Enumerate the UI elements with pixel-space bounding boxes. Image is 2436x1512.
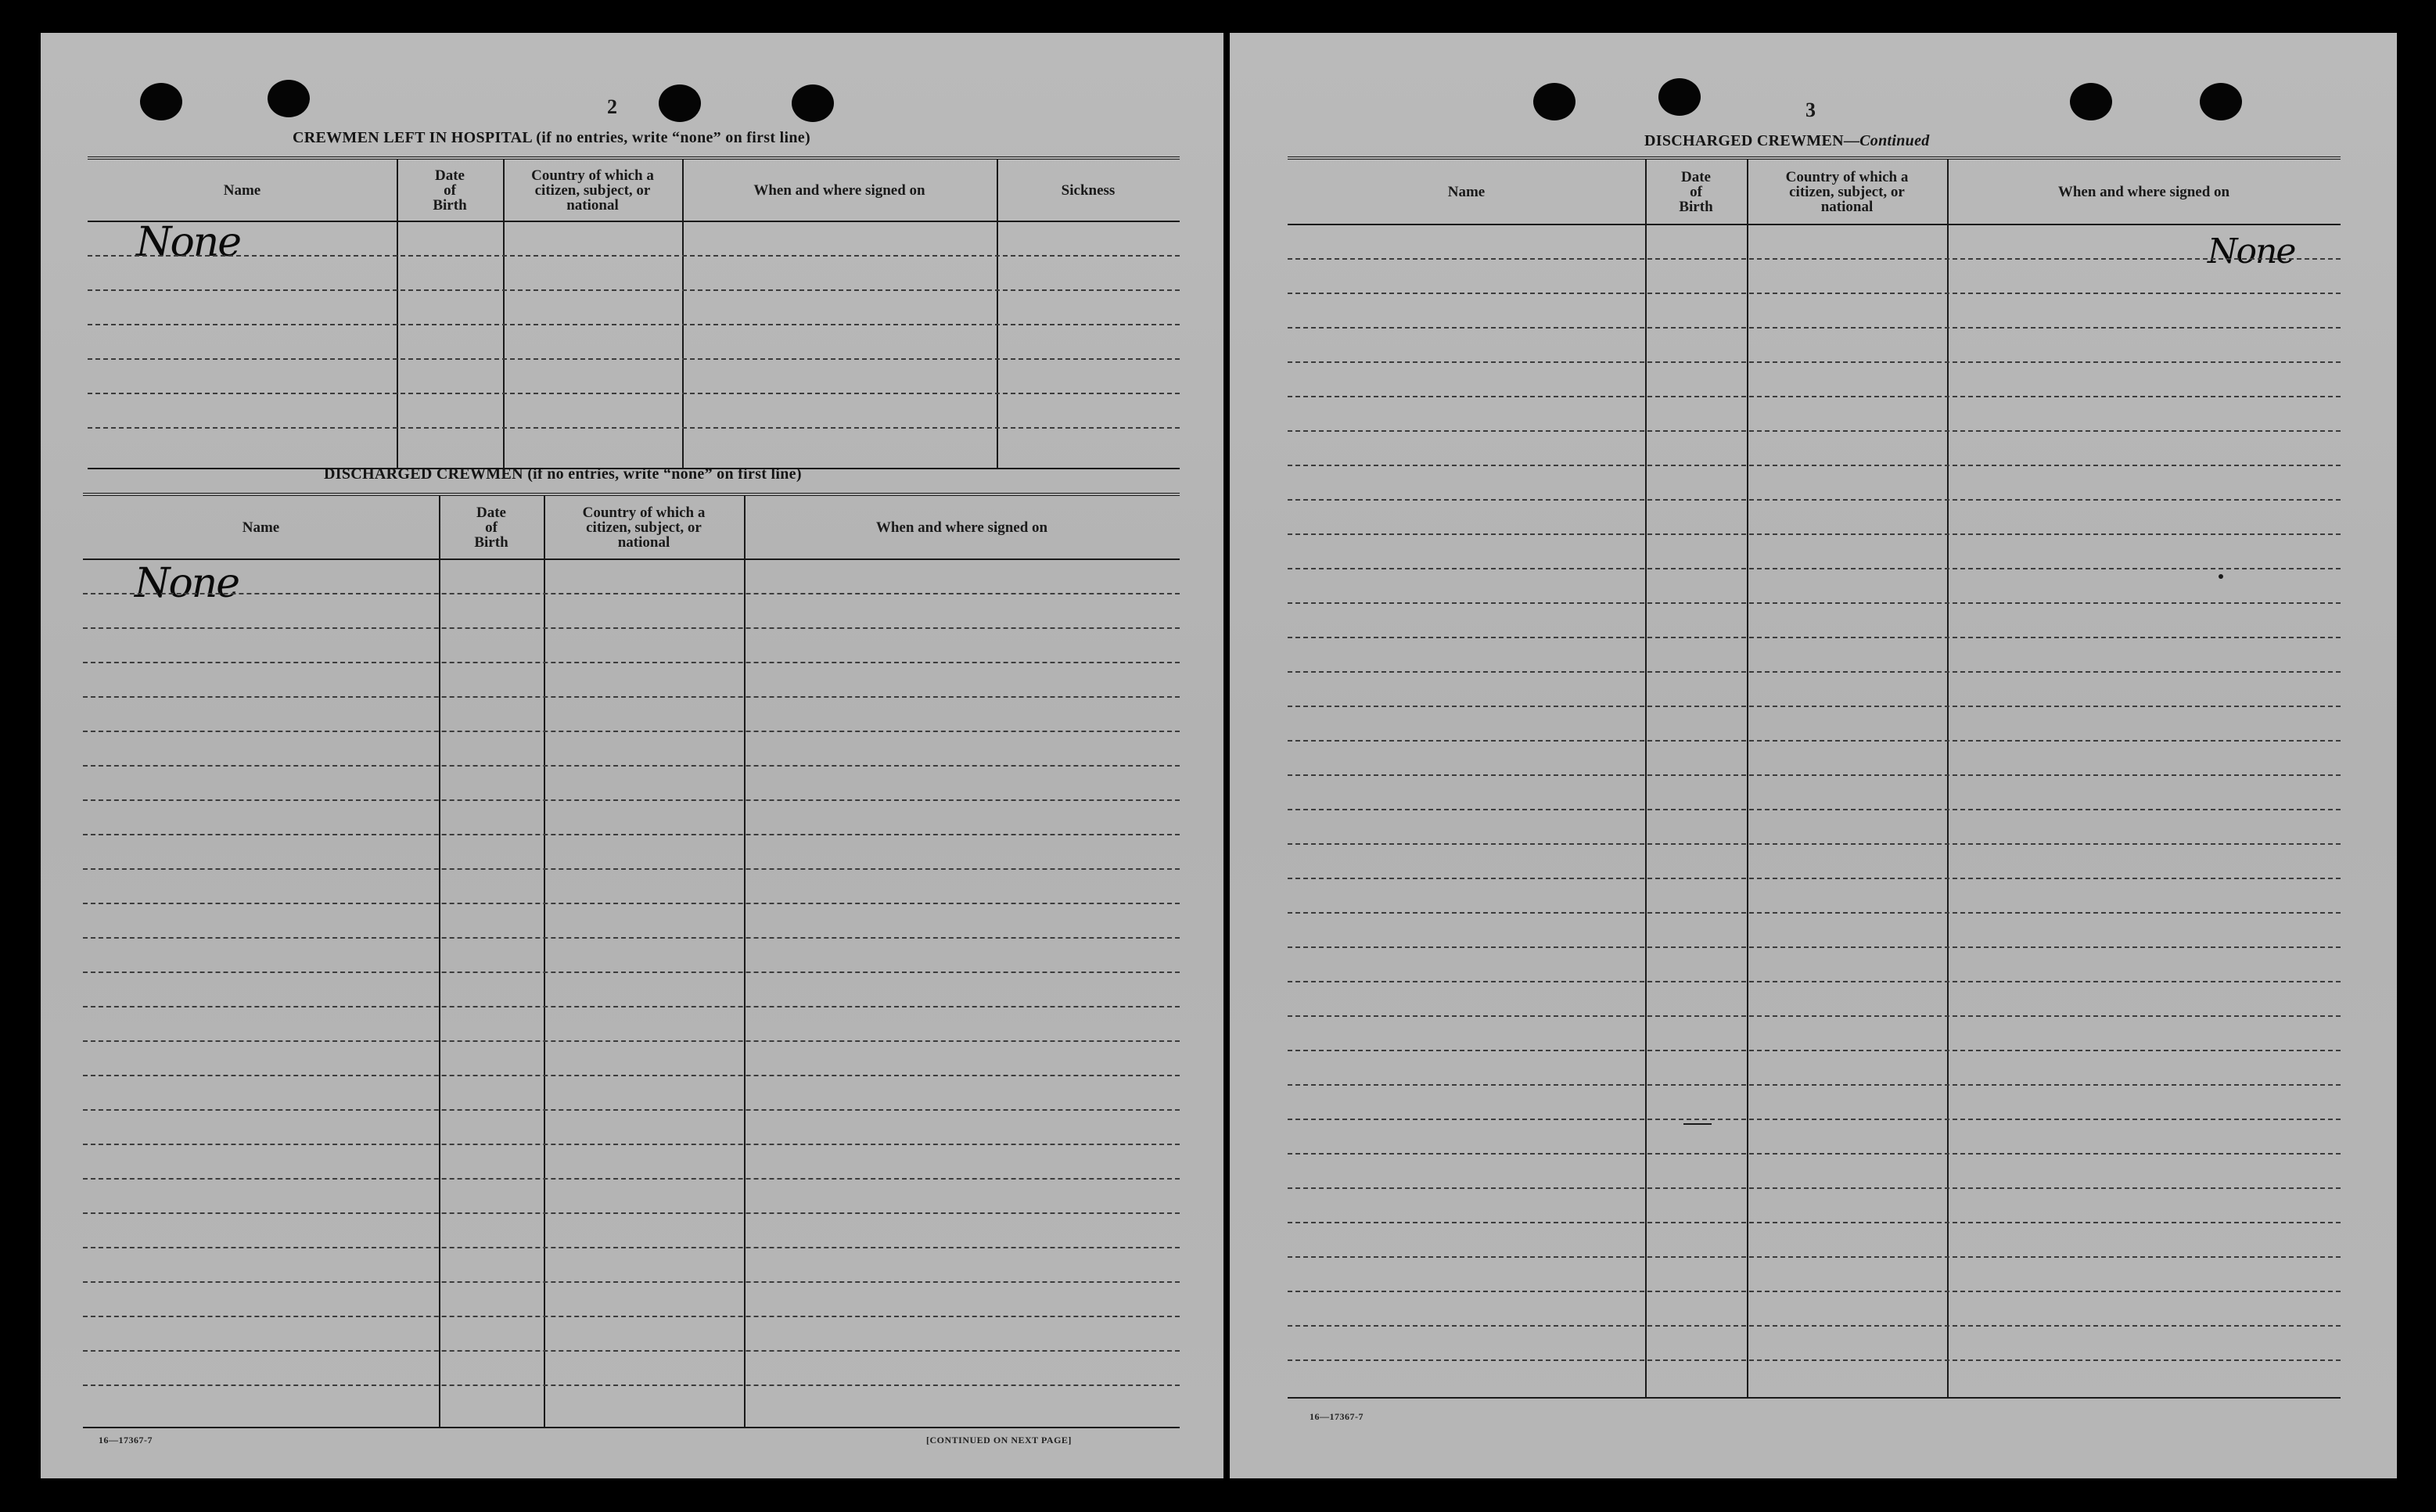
table-row — [1288, 843, 2341, 845]
table-row — [1288, 1015, 2341, 1017]
punch-hole — [2200, 83, 2242, 120]
table-row — [1288, 706, 2341, 707]
table-row — [88, 289, 1180, 291]
table-row — [83, 1281, 1180, 1283]
table-row — [83, 593, 1180, 594]
table-row — [83, 1385, 1180, 1386]
table-row — [83, 1350, 1180, 1352]
column-header-signed-on: When and where signed on — [875, 519, 1048, 536]
column-header-signed-on: When and where signed on — [2057, 183, 2230, 200]
table-row — [1288, 774, 2341, 776]
ink-dot — [2219, 574, 2223, 579]
discharged-table — [83, 493, 1180, 1428]
column-divider — [744, 496, 746, 1427]
column-header-date-of-birth: Date of Birth — [474, 504, 508, 551]
table-row — [1288, 912, 2341, 914]
column-header-date-of-birth: Date of Birth — [433, 167, 467, 214]
table-row — [83, 1144, 1180, 1145]
table-row — [1288, 671, 2341, 673]
punch-hole — [140, 83, 182, 120]
table-row — [83, 799, 1180, 801]
column-divider — [1947, 160, 1949, 1397]
table-row — [1288, 981, 2341, 982]
table-row — [1288, 946, 2341, 948]
table-row — [88, 393, 1180, 394]
table-row — [83, 696, 1180, 698]
table-row — [1288, 396, 2341, 397]
table-row — [1288, 533, 2341, 535]
table-row — [88, 427, 1180, 429]
table-row — [1288, 1256, 2341, 1258]
table-row — [1288, 809, 2341, 810]
discharged-continued-title: DISCHARGED CREWMEN—Continued — [1644, 132, 1930, 149]
form-number: 16—17367-7 — [1310, 1411, 1364, 1422]
discharged-continued-table-header — [1288, 160, 2341, 225]
column-header-country: Country of which a citizen, subject, or national — [531, 167, 654, 214]
table-row — [83, 1212, 1180, 1214]
column-divider — [997, 160, 998, 468]
column-divider — [1747, 160, 1748, 1397]
table-row — [1288, 740, 2341, 742]
ink-dash — [1683, 1123, 1712, 1125]
table-row — [1288, 1291, 2341, 1292]
table-row — [83, 1316, 1180, 1317]
table-row — [83, 731, 1180, 732]
handwritten-entry: None — [135, 560, 239, 607]
table-row — [1288, 878, 2341, 879]
table-row — [83, 1040, 1180, 1042]
table-row — [1288, 1119, 2341, 1120]
table-row — [1288, 499, 2341, 501]
punch-hole — [659, 84, 701, 122]
punch-hole — [1533, 83, 1575, 120]
page-number: 3 — [1805, 99, 1816, 121]
discharged-table-header — [83, 496, 1180, 560]
discharged-continued-table — [1288, 156, 2341, 1399]
table-row — [83, 1075, 1180, 1076]
punch-hole — [268, 80, 310, 117]
discharged-section-title: DISCHARGED CREWMEN (if no entries, write “none” on first line) — [324, 465, 802, 483]
table-row — [83, 971, 1180, 973]
table-row — [1288, 1084, 2341, 1086]
column-header-country: Country of which a citizen, subject, or national — [1785, 168, 1909, 215]
hospital-section-title: CREWMEN LEFT IN HOSPITAL (if no entries, write “none” on first line) — [293, 129, 810, 146]
column-header-sickness: Sickness — [1061, 181, 1116, 199]
form-number: 16—17367-7 — [99, 1435, 153, 1446]
column-header-name: Name — [223, 181, 261, 199]
table-row — [83, 868, 1180, 870]
punch-hole — [2070, 83, 2112, 120]
column-header-date-of-birth: Date of Birth — [1679, 168, 1713, 215]
column-divider — [397, 160, 398, 468]
table-row — [1288, 1187, 2341, 1189]
table-row — [83, 1178, 1180, 1180]
punch-hole — [792, 84, 834, 122]
column-header-name: Name — [242, 519, 280, 536]
table-row — [88, 324, 1180, 325]
column-header-country: Country of which a citizen, subject, or national — [582, 504, 706, 551]
table-row — [1288, 430, 2341, 432]
column-divider — [544, 496, 545, 1427]
table-row — [1288, 1325, 2341, 1327]
column-header-signed-on: When and where signed on — [753, 181, 925, 199]
table-row — [1288, 361, 2341, 363]
table-row — [83, 834, 1180, 835]
handwritten-entry: None — [2208, 232, 2295, 271]
table-row — [1288, 637, 2341, 638]
table-row — [1288, 1222, 2341, 1223]
column-header-name: Name — [1447, 183, 1486, 200]
table-row — [1288, 1359, 2341, 1361]
table-row — [83, 765, 1180, 767]
table-row — [83, 662, 1180, 663]
table-row — [83, 1247, 1180, 1248]
table-row — [1288, 568, 2341, 569]
left-page — [41, 33, 1223, 1478]
column-divider — [503, 160, 505, 468]
table-row — [1288, 1050, 2341, 1051]
table-row — [1288, 258, 2341, 260]
table-row — [83, 1006, 1180, 1007]
table-row — [1288, 465, 2341, 466]
column-divider — [1645, 160, 1647, 1397]
page-number: 2 — [607, 95, 617, 118]
table-row — [88, 358, 1180, 360]
table-row — [83, 937, 1180, 939]
hospital-table — [88, 156, 1180, 469]
table-row — [83, 627, 1180, 629]
table-row — [88, 255, 1180, 257]
table-row — [83, 1109, 1180, 1111]
continued-note: [CONTINUED ON NEXT PAGE] — [926, 1435, 1072, 1446]
table-row — [1288, 602, 2341, 604]
right-page — [1230, 33, 2397, 1478]
column-divider — [682, 160, 684, 468]
handwritten-entry: None — [136, 219, 241, 266]
punch-hole — [1658, 78, 1701, 116]
table-row — [83, 903, 1180, 904]
table-row — [1288, 327, 2341, 329]
table-row — [1288, 293, 2341, 294]
hospital-table-header — [88, 160, 1180, 222]
column-divider — [439, 496, 440, 1427]
table-row — [1288, 1153, 2341, 1155]
